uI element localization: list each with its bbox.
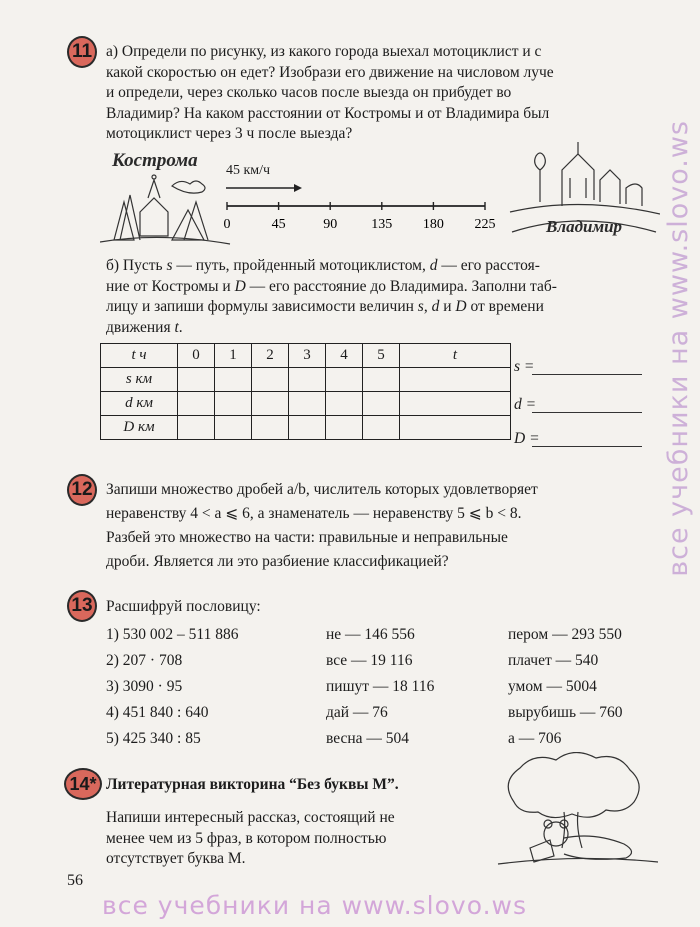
variable: D [234, 277, 246, 295]
word-item: вырубишь — 760 [508, 704, 623, 721]
text-segment: — его расстояние до Владимира. Заполни таб- [245, 277, 557, 295]
task-number-badge [64, 768, 102, 800]
table-cell[interactable] [289, 416, 326, 440]
text-line: Владимир? На каком расстоянии от Костромы и от Владимира был [106, 104, 550, 122]
table-row-label: D км [101, 416, 178, 440]
watermark-bottom: все учебники на www.slovo.ws [102, 891, 527, 920]
word-item: умом — 5004 [508, 678, 597, 695]
formula-s [514, 358, 534, 376]
expression-item: 3) 3090 · 95 [106, 678, 183, 695]
number-line-illustration [100, 140, 660, 250]
task-number: 14* [69, 773, 97, 794]
text-line: Запиши множество дробей a/b, числитель которых удовлетворяет [106, 481, 538, 498]
table-cell[interactable] [326, 392, 363, 416]
table-header-cell: 0 [178, 344, 215, 368]
table-header-cell: 1 [215, 344, 252, 368]
text-segment: лицу и запиши формулы зависимости величин [106, 298, 418, 315]
table-cell[interactable] [215, 392, 252, 416]
task12-text [106, 478, 638, 574]
table-cell[interactable] [326, 368, 363, 392]
word-item: пишут — 18 116 [326, 678, 435, 695]
variable: s [166, 257, 173, 274]
table-cell[interactable] [400, 392, 511, 416]
text-segment: б) Пусть [106, 257, 167, 274]
expressions-column [106, 622, 238, 752]
city-right-label: Владимир [546, 217, 623, 236]
task-number-badge [67, 590, 97, 622]
table-cell[interactable] [252, 392, 289, 416]
table-header-row [101, 344, 511, 368]
table-row-label: d км [101, 392, 178, 416]
table-row [101, 416, 511, 440]
formula-label: D = [514, 430, 540, 447]
table-cell[interactable] [178, 368, 215, 392]
word-item: пером — 293 550 [508, 626, 622, 643]
text-segment: движения [106, 318, 175, 336]
watermark-side: все учебники на www.slovo.ws [663, 120, 694, 577]
task14-text [106, 808, 486, 870]
task-number-badge [67, 36, 97, 68]
variable: d [429, 257, 438, 274]
task11-part-a [106, 42, 638, 145]
table-cell[interactable] [363, 392, 400, 416]
variable: s [417, 298, 424, 315]
task-number: 11 [71, 41, 93, 62]
expression-item: 5) 425 340 : 85 [106, 730, 201, 747]
word-item: весна — 504 [326, 730, 410, 747]
text-line [106, 277, 638, 298]
table-header-cell: 3 [289, 344, 326, 368]
table-cell[interactable] [363, 416, 400, 440]
text-line: мотоциклист через 3 ч после выезда? [106, 125, 353, 142]
table-cell[interactable] [215, 368, 252, 392]
bear-under-tree-illustration [494, 752, 660, 870]
word-item: не — 146 556 [326, 626, 415, 643]
formula-label: s = [514, 358, 535, 375]
variable: D [455, 298, 467, 315]
values-table [100, 343, 511, 440]
word-item: все — 19 116 [326, 652, 413, 669]
table-cell[interactable] [178, 416, 215, 440]
text-segment: — его расстоя- [437, 257, 540, 274]
table-header-cell: t [400, 344, 511, 368]
tick-label: 135 [371, 217, 393, 232]
text-line: Разбей это множество на части: правильные и неправильные [106, 529, 508, 546]
tick-label: 45 [271, 217, 286, 232]
table-row [101, 368, 511, 392]
task13-intro: Расшифруй пословицу: [106, 598, 261, 615]
expression-item: 4) 451 840 : 640 [106, 704, 209, 721]
tick-label: 0 [223, 217, 231, 232]
text-line: какой скоростью он едет? Изобрази его движение на числовом луче [106, 63, 554, 81]
table-row-label: s км [101, 368, 178, 392]
word-item: дай — 76 [326, 704, 388, 721]
text-line: и определи, через сколько часов после выезда он прибудет во [106, 84, 512, 101]
table-cell[interactable] [215, 416, 252, 440]
formula-D [514, 430, 540, 448]
speed-label: 45 км/ч [226, 163, 271, 178]
text-segment: . [178, 318, 183, 336]
text-line: а) Определи по рисунку, из какого города выехал мотоциклист и с [106, 43, 542, 60]
task-number: 13 [71, 595, 93, 616]
text-segment: ние от Костромы и [106, 277, 235, 295]
text-segment: , [423, 298, 432, 315]
tick-label: 225 [474, 217, 496, 232]
table-cell[interactable] [400, 368, 511, 392]
text-line: отсутствует буква М. [106, 850, 246, 867]
text-line [106, 318, 638, 339]
words-column-b [508, 622, 623, 752]
kostroma-sketch [100, 175, 230, 244]
text-segment: от времени [466, 298, 544, 315]
text-line: дроби. Является ли это разбиение классификацией? [106, 553, 449, 570]
task11-part-b [106, 256, 638, 338]
task-number-badge [67, 474, 97, 506]
table-header-cell: 2 [252, 344, 289, 368]
table-cell[interactable] [400, 416, 511, 440]
formula-d [514, 396, 536, 414]
city-left-label: Кострома [112, 150, 198, 171]
table-cell[interactable] [252, 416, 289, 440]
expression-item: 2) 207 · 708 [106, 652, 183, 669]
text-line: Напиши интересный рассказ, состоящий не [106, 809, 395, 826]
variable: d [431, 298, 440, 315]
tick-label: 180 [422, 217, 444, 232]
table-header-cell: t ч [101, 344, 178, 368]
formula-label: d = [514, 396, 537, 413]
table-cell[interactable] [252, 368, 289, 392]
table-row [101, 392, 511, 416]
task-number: 12 [71, 479, 93, 500]
table-cell[interactable] [326, 416, 363, 440]
task14-title: Литературная викторина “Без буквы М”. [106, 776, 399, 793]
text-segment: — путь, пройденный мотоциклистом, [172, 257, 430, 274]
table-header-cell: 4 [326, 344, 363, 368]
expression-item: 1) 530 002 – 511 886 [106, 626, 239, 643]
table-cell[interactable] [289, 392, 326, 416]
tick-label: 90 [323, 217, 338, 232]
table-cell[interactable] [178, 392, 215, 416]
text-segment: и [439, 298, 456, 315]
table-header-cell: 5 [363, 344, 400, 368]
text-line [106, 256, 638, 277]
words-column-a [326, 622, 434, 752]
table-cell[interactable] [289, 368, 326, 392]
text-line: менее чем из 5 фраз, в котором полностью [106, 829, 387, 847]
table-cell[interactable] [363, 368, 400, 392]
page-number: 56 [67, 872, 83, 889]
variable: t [174, 318, 179, 336]
text-line [106, 297, 638, 318]
word-item: а — 706 [508, 730, 562, 747]
text-line: неравенству 4 < a ⩽ 6, а знаменатель — неравенству 5 ⩽ b < 8. [106, 505, 522, 522]
word-item: плачет — 540 [508, 652, 599, 669]
